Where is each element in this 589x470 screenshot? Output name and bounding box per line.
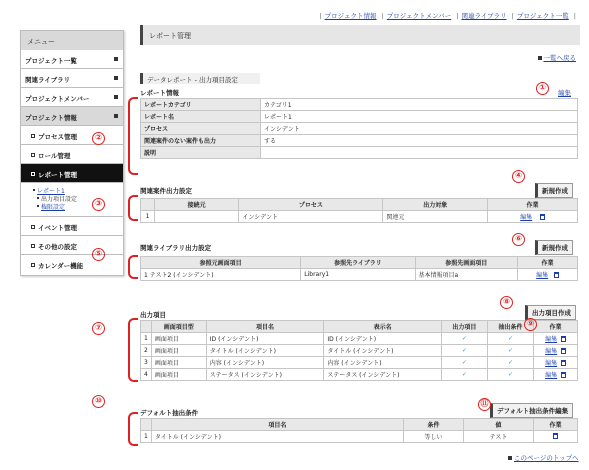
tree-report-link[interactable]: レポート1 — [37, 188, 65, 195]
cell-library: Library1 — [301, 269, 415, 281]
callout-number: ⑩ — [92, 395, 105, 408]
report-info-edit-link[interactable]: 編集 — [558, 89, 571, 97]
trash-icon[interactable] — [553, 433, 558, 439]
cell-value: テスト — [464, 431, 534, 443]
callout-4 — [512, 168, 525, 183]
related-cases-title: 関連案件出力設定 — [140, 187, 192, 195]
sidebar-item-role-management[interactable] — [21, 145, 123, 164]
column-header — [141, 199, 155, 211]
callout-6 — [512, 231, 525, 246]
callout-1 — [536, 80, 549, 95]
cell-actions — [518, 269, 578, 281]
page-title: レポート管理 — [140, 25, 580, 45]
callout-number: ⑤ — [92, 248, 105, 261]
sidebar-item-project-info[interactable] — [21, 107, 123, 126]
output-items-table — [140, 320, 578, 381]
row-number: 3 — [141, 357, 152, 369]
brace-7 — [128, 318, 138, 382]
edit-link[interactable]: 編集 — [545, 348, 558, 355]
tree-permission-link[interactable]: 権限設定 — [41, 204, 66, 211]
callout-8 — [500, 294, 513, 309]
table-row — [141, 269, 578, 281]
column-header: 出力項目 — [441, 321, 487, 333]
bullet-icon — [31, 134, 35, 138]
default-conditions-title: デフォルト抽出条件 — [140, 409, 199, 417]
callout-number: ⑦ — [92, 322, 105, 335]
row-value — [261, 147, 578, 159]
cell-display: タイトル (インシデント) — [324, 345, 442, 357]
square-icon — [508, 456, 512, 460]
default-conditions-table — [140, 418, 578, 443]
default-conditions-edit-button[interactable]: デフォルト抽出条件編集 — [490, 403, 573, 418]
callout-number: ① — [536, 82, 549, 95]
callout-number: ⑧ — [500, 296, 513, 309]
cell-actions — [534, 345, 578, 357]
column-header: 表示名 — [324, 321, 442, 333]
callout-number: ⑪ — [478, 398, 491, 411]
table-row — [141, 345, 578, 357]
cell-name: ID (インシデント) — [206, 333, 324, 345]
sidebar-item-project-members[interactable] — [21, 88, 123, 107]
row-label: レポートカテゴリ — [141, 99, 261, 111]
callout-10 — [92, 393, 105, 408]
column-header: 出力対象 — [383, 199, 488, 211]
row-label: レポート名 — [141, 111, 261, 123]
related-libraries-table — [140, 256, 578, 281]
square-icon — [538, 56, 542, 60]
top-navigation: | プロジェクト情報 | プロジェクトメンバー | 関連ライブラリ | プロジェクト一覧 | — [319, 12, 576, 20]
trash-icon[interactable] — [561, 372, 566, 378]
brace-3 — [128, 195, 138, 221]
trash-icon[interactable] — [561, 348, 566, 354]
table-row — [141, 111, 578, 123]
column-header: 作業 — [534, 321, 578, 333]
brace-2 — [128, 97, 138, 175]
table-row — [141, 147, 578, 159]
cell-type: 画面項目 — [151, 357, 206, 369]
sidebar-item-event-management[interactable] — [21, 217, 123, 236]
related-libraries-new-button[interactable]: 新規作成 — [535, 240, 573, 255]
column-header: 画面項目型 — [151, 321, 206, 333]
sidebar-item-calendar[interactable] — [21, 255, 123, 274]
trash-icon[interactable] — [540, 214, 545, 220]
callout-7 — [92, 320, 105, 335]
cell-display: 内容 (インシデント) — [324, 357, 442, 369]
column-header: 参照先ライブラリ — [301, 257, 415, 269]
brace-10 — [128, 412, 138, 446]
callout-3 — [92, 196, 105, 211]
row-label: 説明 — [141, 147, 261, 159]
output-check-icon: ✓ — [441, 357, 487, 369]
cell-process: インシデント — [239, 211, 383, 223]
cell-type: 画面項目 — [151, 333, 206, 345]
edit-link[interactable]: 編集 — [545, 360, 558, 367]
filter-check-icon: ✓ — [487, 345, 533, 357]
table-header-row — [141, 199, 578, 211]
tree-output-settings: 出力項目設定 — [41, 196, 78, 203]
square-icon — [114, 57, 118, 61]
table-row — [141, 357, 578, 369]
column-header: 値 — [464, 419, 534, 431]
square-icon — [114, 76, 118, 80]
column-header: 項目名 — [151, 419, 403, 431]
related-libraries-title: 関連ライブラリ出力設定 — [140, 244, 212, 252]
back-to-list[interactable] — [538, 53, 577, 62]
callout-number: ④ — [512, 170, 525, 183]
cell-actions — [488, 211, 578, 223]
section-heading: データレポート - 出力項目設定 — [140, 73, 260, 84]
bullet-icon — [31, 153, 35, 157]
table-row — [141, 99, 578, 111]
edit-link[interactable]: 編集 — [545, 336, 558, 343]
cell-target: 関連元 — [383, 211, 488, 223]
related-cases-new-button[interactable]: 新規作成 — [535, 183, 573, 198]
callout-number: ⑥ — [512, 233, 525, 246]
bullet-icon — [37, 197, 39, 199]
cell-name: 内容 (インシデント) — [206, 357, 324, 369]
edit-link[interactable]: 編集 — [520, 214, 533, 221]
sidebar-item-label: イベント管理 — [38, 224, 77, 232]
callout-number: ③ — [92, 198, 105, 211]
cell-display: ステータス (インシデント) — [324, 369, 442, 381]
sidebar-item-label: その他の設定 — [38, 243, 77, 251]
table-row — [141, 333, 578, 345]
cell-type: 画面項目 — [151, 345, 206, 357]
table-header-row — [141, 321, 578, 333]
filter-check-icon: ✓ — [487, 357, 533, 369]
column-header — [141, 321, 152, 333]
bullet-icon — [31, 263, 35, 267]
row-number: 1 — [144, 272, 148, 279]
output-items-title: 出力項目 — [140, 311, 166, 319]
column-header: 項目名 — [206, 321, 324, 333]
column-header — [141, 419, 152, 431]
output-check-icon: ✓ — [441, 333, 487, 345]
cell-condition: 等しい — [404, 431, 464, 443]
cell-display: ID (インシデント) — [324, 333, 442, 345]
table-header-row — [141, 419, 578, 431]
output-check-icon: ✓ — [441, 369, 487, 381]
callout-11 — [478, 396, 491, 411]
page-top-link[interactable]: このページのトップへ — [514, 454, 579, 462]
bullet-icon — [31, 225, 35, 229]
column-header: 参照元画面項目 — [141, 257, 301, 269]
nav-related-library[interactable]: 関連ライブラリ — [461, 12, 507, 20]
table-row — [141, 431, 578, 443]
bullet-icon — [37, 205, 39, 207]
trash-icon[interactable] — [554, 272, 559, 278]
row-value: レポート1 — [261, 111, 578, 123]
row-value: する — [261, 135, 578, 147]
page-top-link-wrap — [508, 453, 579, 462]
cell-type: 画面項目 — [151, 369, 206, 381]
cell-ref-item — [141, 269, 301, 281]
cell-target-item: 基本情報項目a — [415, 269, 518, 281]
sidebar-item-label: レポート管理 — [38, 171, 77, 179]
row-number: 1 — [141, 431, 152, 443]
sidebar-item-label: プロジェクト一覧 — [25, 57, 77, 65]
brace-5 — [128, 255, 138, 279]
related-cases-table — [140, 198, 578, 223]
cell-actions — [534, 333, 578, 345]
back-to-list-link[interactable]: 一覧へ戻る — [543, 54, 576, 62]
row-value: インシデント — [261, 123, 578, 135]
column-header: 参照先画面項目 — [415, 257, 518, 269]
nav-project-members[interactable]: プロジェクトメンバー — [386, 12, 452, 20]
table-row — [141, 123, 578, 135]
cell-name: タイトル (インシデント) — [206, 345, 324, 357]
sidebar-item-label: プロジェクト情報 — [25, 114, 77, 122]
row-number: 2 — [141, 345, 152, 357]
edit-link[interactable]: 編集 — [536, 272, 549, 279]
row-value: カテゴリ1 — [261, 99, 578, 111]
sidebar-item-related-library[interactable] — [21, 69, 123, 88]
table-row — [141, 211, 578, 223]
filter-check-icon: ✓ — [487, 333, 533, 345]
output-check-icon: ✓ — [441, 345, 487, 357]
sidebar-item-label: プロジェクトメンバー — [25, 95, 90, 103]
column-header: 接続元 — [155, 199, 239, 211]
sidebar-item-other-settings[interactable] — [21, 236, 123, 255]
sidebar-item-project-list[interactable] — [21, 50, 123, 69]
sidebar-item-label: プロセス管理 — [38, 133, 77, 141]
nav-project-list[interactable]: プロジェクト一覧 — [516, 12, 569, 20]
edit-link[interactable]: 編集 — [545, 372, 558, 379]
output-items-new-button[interactable]: 出力項目作成 — [525, 305, 576, 320]
bullet-icon — [33, 189, 35, 191]
row-label: プロセス — [141, 123, 261, 135]
cell-actions — [534, 431, 578, 443]
callout-2 — [92, 130, 105, 145]
cell-name: タイトル (インシデント) — [151, 431, 403, 443]
report-info-title: レポート情報 — [140, 89, 179, 97]
column-header: プロセス — [239, 199, 383, 211]
column-header: 抽出条件 — [487, 321, 533, 333]
cell-name: ステータス (インシデント) — [206, 369, 324, 381]
table-row — [141, 135, 578, 147]
row-number: 4 — [141, 369, 152, 381]
sidebar-item-label: 関連ライブラリ — [25, 76, 71, 84]
callout-9 — [524, 316, 537, 331]
report-tree — [21, 183, 123, 217]
column-header: 作業 — [518, 257, 578, 269]
column-header: 作業 — [488, 199, 578, 211]
row-label: 関連案件のない案件も出力 — [141, 135, 261, 147]
table-row — [141, 369, 578, 381]
sidebar-item-label: ロール管理 — [38, 152, 71, 160]
sidebar-item-process-management[interactable] — [21, 126, 123, 145]
trash-icon[interactable] — [561, 360, 566, 366]
filter-check-icon: ✓ — [487, 369, 533, 381]
table-header-row — [141, 257, 578, 269]
callout-5 — [92, 246, 105, 261]
row-number: 1 — [141, 211, 155, 223]
column-header: 作業 — [534, 419, 578, 431]
sidebar-item-label: カレンダー機能 — [38, 262, 84, 270]
square-icon — [114, 114, 118, 118]
square-icon — [114, 95, 118, 99]
column-header: 条件 — [404, 419, 464, 431]
callout-number: ② — [92, 132, 105, 145]
report-info-table — [140, 98, 578, 159]
cell-source — [155, 211, 239, 223]
ref-item-text: テスト2 (インシデント) — [149, 272, 214, 279]
nav-project-info[interactable]: プロジェクト情報 — [324, 12, 377, 20]
sidebar-header: メニュー — [21, 31, 123, 50]
bullet-icon — [31, 244, 35, 248]
sidebar-item-report-management[interactable] — [21, 164, 123, 183]
sidebar-menu — [20, 30, 124, 276]
cell-actions — [534, 369, 578, 381]
row-number: 1 — [141, 333, 152, 345]
trash-icon[interactable] — [561, 336, 566, 342]
cell-actions — [534, 357, 578, 369]
callout-number: ⑨ — [524, 318, 537, 331]
bullet-icon — [31, 172, 35, 176]
